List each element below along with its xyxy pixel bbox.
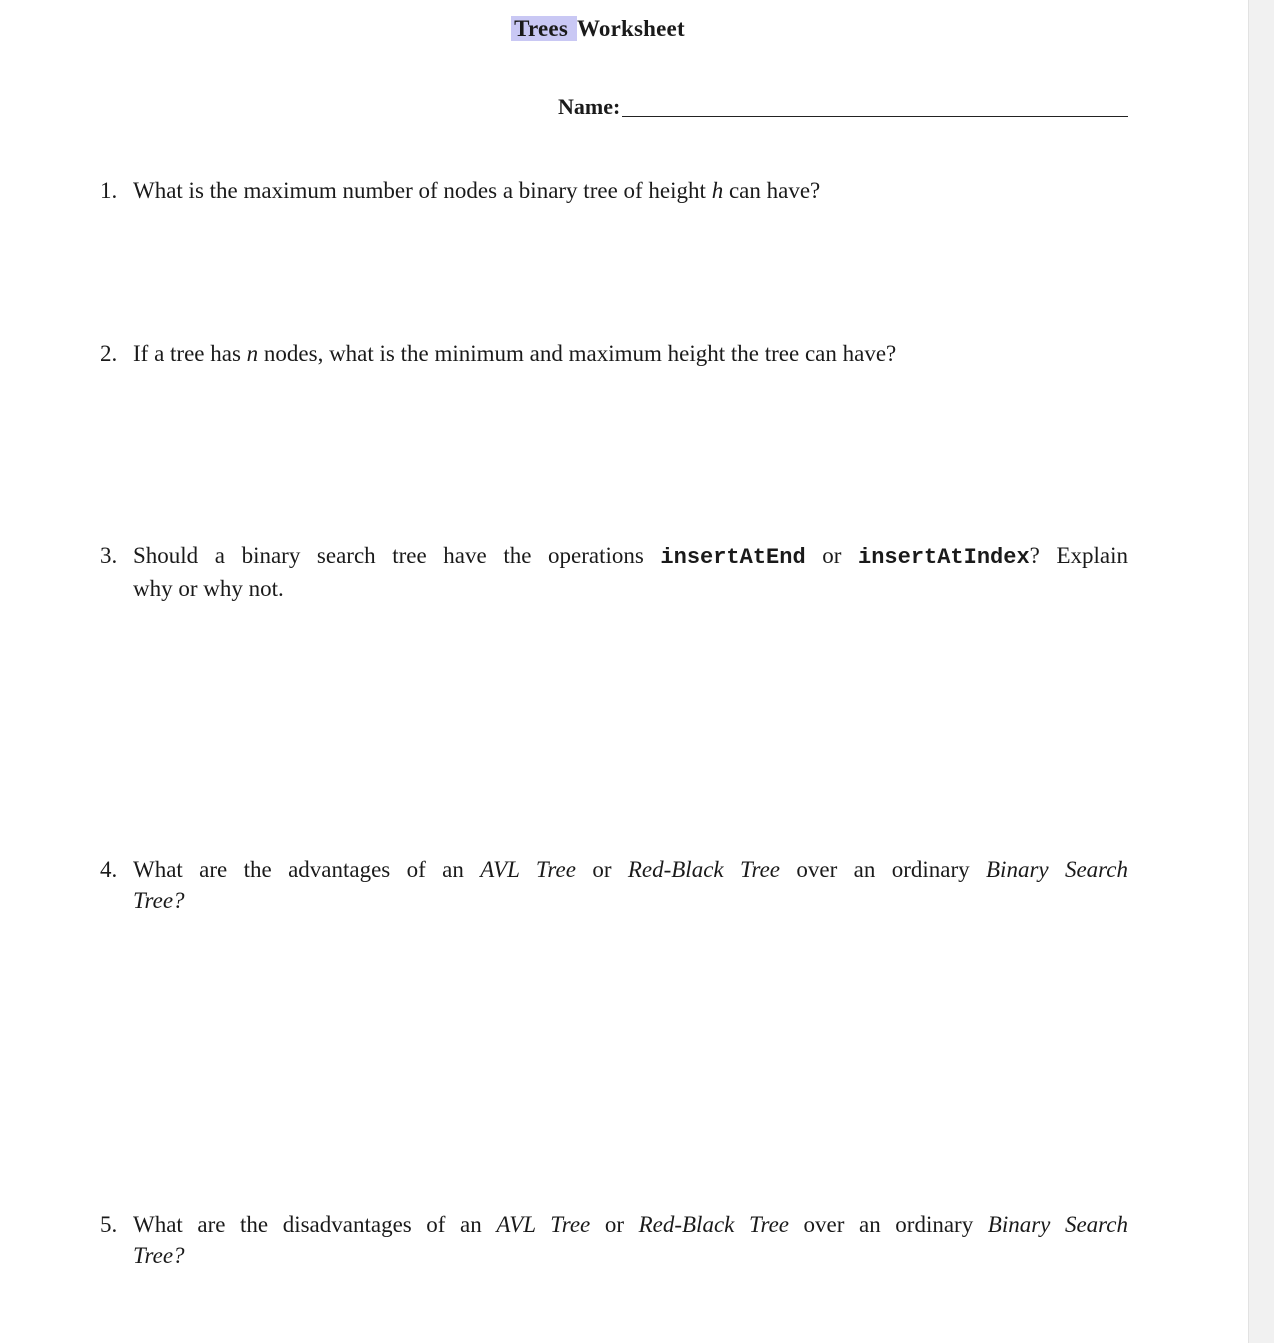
term-binary-search: Binary Search bbox=[987, 1212, 1128, 1237]
question-5 bbox=[100, 1209, 1128, 1271]
question-text-part: can have? bbox=[723, 178, 821, 203]
math-variable: h bbox=[711, 178, 724, 203]
question-text-part: or bbox=[805, 543, 859, 568]
question-text-part: over an ordinary bbox=[780, 857, 986, 882]
code-term-insertatend: insertAtEnd bbox=[660, 545, 806, 570]
question-text-part: or bbox=[575, 857, 628, 882]
term-avl-tree: AVL Tree bbox=[480, 857, 576, 882]
math-variable: n bbox=[246, 341, 259, 366]
question-text bbox=[133, 175, 1128, 206]
question-text-part: Should a binary search tree have the operations bbox=[133, 543, 661, 568]
question-number: 1. bbox=[100, 178, 118, 203]
question-3 bbox=[100, 540, 1128, 604]
question-line-2: why or why not. bbox=[133, 576, 284, 601]
page-title bbox=[0, 16, 1196, 42]
term-avl-tree: AVL Tree bbox=[496, 1212, 591, 1237]
question-4 bbox=[100, 854, 1128, 916]
term-binary-search: Binary Search bbox=[986, 857, 1128, 882]
question-text-part: ? Explain bbox=[1029, 543, 1128, 568]
question-text-part: What is the maximum number of nodes a binary tree of height bbox=[133, 178, 712, 203]
question-text bbox=[133, 1209, 1128, 1271]
question-text-part: What are the disadvantages of an bbox=[133, 1212, 497, 1237]
question-number: 3. bbox=[100, 543, 118, 568]
question-text bbox=[133, 540, 1128, 604]
question-line-2: Tree? bbox=[133, 888, 185, 913]
term-red-black-tree: Red-Black Tree bbox=[627, 857, 781, 882]
question-1 bbox=[100, 175, 1128, 206]
question-line-1 bbox=[133, 854, 1128, 885]
question-2 bbox=[100, 338, 1128, 369]
question-number: 4. bbox=[100, 857, 118, 882]
question-text-part: nodes, what is the minimum and maximum height the tree can have? bbox=[258, 341, 897, 366]
question-number: 5. bbox=[100, 1212, 118, 1237]
question-line-1 bbox=[133, 1209, 1128, 1240]
question-text-part: or bbox=[590, 1212, 639, 1237]
question-line-2: Tree? bbox=[133, 1243, 185, 1268]
title-highlighted-word[interactable]: Trees bbox=[511, 16, 577, 41]
name-blank-line bbox=[622, 116, 1128, 117]
question-text bbox=[133, 854, 1128, 916]
title-rest: Worksheet bbox=[576, 16, 685, 41]
question-text-part: If a tree has bbox=[133, 341, 247, 366]
term-red-black-tree: Red-Black Tree bbox=[638, 1212, 789, 1237]
question-text-part: over an ordinary bbox=[788, 1212, 988, 1237]
code-term-insertatindex: insertAtIndex bbox=[858, 545, 1030, 570]
question-text-part: What are the advantages of an bbox=[133, 857, 481, 882]
name-field bbox=[558, 94, 1128, 120]
scrollbar-track[interactable] bbox=[1248, 0, 1274, 1343]
question-text bbox=[133, 338, 1128, 369]
question-number: 2. bbox=[100, 341, 118, 366]
question-line-1 bbox=[133, 540, 1128, 573]
name-label: Name: bbox=[558, 94, 621, 119]
